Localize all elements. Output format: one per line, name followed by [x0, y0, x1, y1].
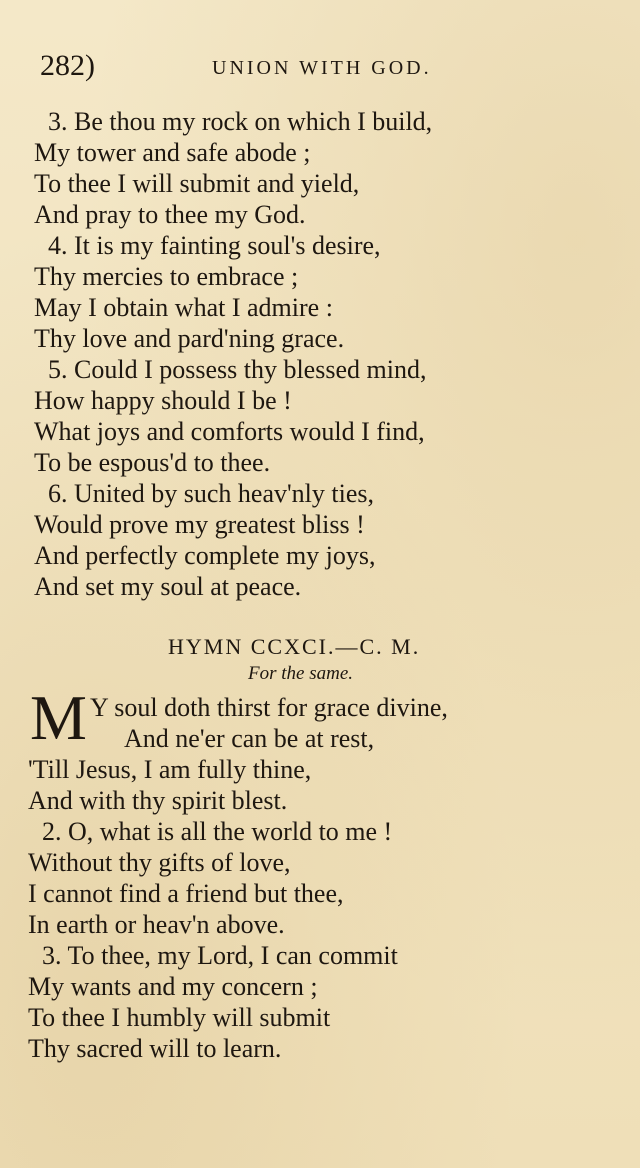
hymn-body — [28, 682, 608, 1064]
verse-line: I cannot find a friend but thee, — [28, 879, 344, 908]
verse-line: To thee I will submit and yield, — [34, 169, 360, 198]
verse-line: In earth or heav'n above. — [28, 910, 285, 939]
verse-line: What joys and comforts would I find, — [34, 417, 425, 446]
verse-line: To thee I humbly will submit — [28, 1003, 331, 1032]
verse-line: 4. It is my fainting soul's desire, — [48, 231, 381, 260]
verse-line: Thy sacred will to learn. — [28, 1034, 282, 1063]
verse-line: And set my soul at peace. — [34, 572, 302, 601]
verse-line: 5. Could I possess thy blessed mind, — [48, 355, 427, 384]
verse-line: And ne'er can be at rest, — [124, 724, 375, 753]
verse-line: 3. To thee, my Lord, I can commit — [42, 941, 398, 970]
verse-line: Y soul doth thirst for grace divine, — [90, 693, 448, 722]
verse-line: And perfectly complete my joys, — [34, 541, 376, 570]
verse-line: How happy should I be ! — [34, 386, 292, 415]
page-number: 282) — [40, 49, 95, 82]
verse-line: 6. United by such heav'nly ties, — [48, 479, 375, 508]
verse-line: 3. Be thou my rock on which I build, — [48, 107, 433, 136]
verse-line: Thy love and pard'ning grace. — [34, 324, 345, 353]
verse-line: Without thy gifts of love, — [28, 848, 291, 877]
verse-line: My tower and safe abode ; — [34, 138, 311, 167]
running-head: UNION WITH GOD. — [212, 57, 432, 79]
verse-line: And with thy spirit blest. — [28, 786, 288, 815]
verse-line: May I obtain what I admire : — [34, 293, 333, 322]
verse-line: Would prove my greatest bliss ! — [34, 510, 365, 539]
verse-line: To be espous'd to thee. — [34, 448, 271, 477]
verse-line-second — [28, 723, 608, 754]
verse-line: Thy mercies to embrace ; — [34, 262, 299, 291]
verse-line: 2. O, what is all the world to me ! — [42, 817, 393, 846]
verse-line: And pray to thee my God. — [34, 200, 306, 229]
verse-line: 'Till Jesus, I am fully thine, — [28, 755, 312, 784]
hymn-title: HYMN CCXCI.—C. M. — [168, 634, 421, 659]
hymn-subtitle: For the same. — [248, 663, 354, 684]
drop-cap: M — [30, 682, 87, 753]
verse-line: My wants and my concern ; — [28, 972, 318, 1001]
page-header — [40, 48, 480, 84]
hymn-continuation — [34, 106, 594, 602]
